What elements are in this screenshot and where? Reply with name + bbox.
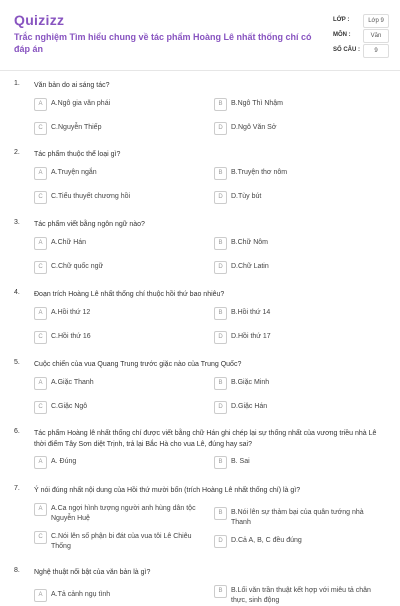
option-c[interactable]	[34, 531, 204, 550]
option-text: C.Nói lên số phận bi đát của vua tôi Lê Chiêu Thống	[51, 533, 192, 550]
question-text: Văn bản do ai sáng tác?	[34, 82, 110, 89]
option-text: D.Chữ Latin	[231, 263, 269, 270]
option-text: A.Tả cảnh ngụ tình	[51, 591, 111, 598]
option-letter: D	[214, 191, 227, 204]
option-text: A.Ca ngợi hình tượng người anh hùng dân tộc Nguyễn Huệ	[51, 505, 196, 522]
question-number: 6.	[14, 428, 20, 435]
option-text: D.Tùy bút	[231, 193, 262, 200]
meta-class-value: Lớp 9	[363, 14, 389, 28]
option-text: A.Ngô gia văn phái	[51, 100, 111, 107]
question-number: 4.	[14, 289, 20, 296]
question-text: Ý nói đúng nhất nội dung của Hồi thứ mười bốn (trích Hoàng Lê nhất thống chí) là gì?	[34, 487, 301, 494]
option-text: C.Tiểu thuyết chương hồi	[51, 193, 131, 200]
header-divider	[0, 70, 400, 71]
question-text: Cuộc chiến của vua Quang Trung trước giặc nào của Trung Quốc?	[34, 361, 242, 368]
question-text: Tác phẩm thuộc thể loại gì?	[34, 151, 121, 158]
option-letter: A	[34, 307, 47, 320]
option-letter: D	[214, 331, 227, 344]
option-letter: D	[214, 261, 227, 274]
option-letter: B	[214, 307, 227, 320]
option-text: C.Giặc Ngô	[51, 403, 88, 410]
option-b[interactable]	[214, 237, 384, 251]
option-text: D.Giặc Hán	[231, 403, 268, 410]
meta-count-label: SỐ CÂU :	[333, 47, 360, 53]
question-text: Tác phẩm viết bằng ngôn ngữ nào?	[34, 221, 145, 228]
option-letter: B	[214, 377, 227, 390]
option-text: B.Ngô Thì Nhậm	[231, 100, 284, 107]
option-letter: A	[34, 98, 47, 111]
meta-subject-value: Văn	[363, 29, 389, 43]
option-text: C.Nguyễn Thiếp	[51, 124, 102, 131]
option-letter: B	[214, 456, 227, 469]
option-letter: B	[214, 98, 227, 111]
option-text: B. Sai	[231, 458, 250, 465]
option-b[interactable]	[214, 167, 384, 181]
option-letter: A	[34, 237, 47, 250]
option-c[interactable]	[34, 331, 204, 345]
question-text: Tác phẩm Hoàng lê nhất thống chí được viết bằng chữ Hán ghi chép lại sự thống nhất của vương triều nhà Lê thời điểm Tây Sơn diệt Trịnh, trả lại Bắc Hà cho vua Lê, đúng hay sai?	[34, 430, 377, 448]
option-letter: C	[34, 122, 47, 135]
option-letter: A	[34, 167, 47, 180]
option-c[interactable]	[34, 261, 204, 275]
option-letter: B	[214, 585, 227, 598]
option-d[interactable]	[214, 401, 384, 415]
option-letter: A	[34, 589, 47, 602]
option-a[interactable]	[34, 237, 204, 251]
option-d[interactable]	[214, 122, 384, 136]
option-text: C.Hồi thứ 16	[51, 333, 91, 340]
question-text: Nghệ thuật nổi bật của văn bản là gì?	[34, 569, 151, 576]
option-b[interactable]	[214, 307, 384, 321]
option-letter: A	[34, 456, 47, 469]
option-letter: D	[214, 535, 227, 548]
option-d[interactable]	[214, 191, 384, 205]
option-b[interactable]	[214, 585, 384, 604]
meta-count	[333, 44, 393, 58]
option-text: A.Hồi thứ 12	[51, 309, 91, 316]
option-b[interactable]	[214, 377, 384, 391]
question-number: 5.	[14, 359, 20, 366]
option-letter: A	[34, 503, 47, 516]
option-a[interactable]	[34, 307, 204, 321]
option-a[interactable]	[34, 167, 204, 181]
option-letter: C	[34, 531, 47, 544]
option-text: A. Đúng	[51, 458, 77, 465]
option-letter: D	[214, 122, 227, 135]
question-number: 2.	[14, 149, 20, 156]
option-text: D.Hồi thứ 17	[231, 333, 271, 340]
option-d[interactable]	[214, 535, 384, 549]
meta-subject-label: MÔN :	[333, 32, 351, 38]
option-letter: D	[214, 401, 227, 414]
worksheet-header	[0, 0, 400, 66]
option-letter: C	[34, 331, 47, 344]
option-b[interactable]	[214, 456, 384, 470]
option-b[interactable]	[214, 507, 384, 526]
option-d[interactable]	[214, 331, 384, 345]
option-a[interactable]	[34, 98, 204, 112]
option-a[interactable]	[34, 503, 204, 522]
question-number: 1.	[14, 80, 20, 87]
option-text: B.Truyện thơ nôm	[231, 169, 288, 176]
option-text: B.Lối văn trần thuật kết hợp với miêu tả chân thực, sinh động	[231, 587, 371, 604]
question-text: Đoạn trích Hoàng Lê nhất thống chí thuộc hồi thứ bao nhiêu?	[34, 291, 225, 298]
option-letter: C	[34, 261, 47, 274]
option-a[interactable]	[34, 589, 204, 603]
option-text: D.Ngô Văn Sở	[231, 124, 277, 131]
option-letter: C	[34, 401, 47, 414]
question-number: 7.	[14, 485, 20, 492]
option-a[interactable]	[34, 377, 204, 391]
meta-class-label: LỚP :	[333, 17, 350, 23]
option-letter: C	[34, 191, 47, 204]
option-letter: B	[214, 167, 227, 180]
option-text: B.Hồi thứ 14	[231, 309, 271, 316]
option-text: C.Chữ quốc ngữ	[51, 263, 104, 270]
option-text: B.Nói lên sự thảm bại của quân tướng nhà Thanh	[231, 509, 364, 526]
option-letter: B	[214, 237, 227, 250]
option-letter: B	[214, 507, 227, 520]
question-number: 8.	[14, 567, 20, 574]
option-text: A.Truyện ngắn	[51, 169, 97, 176]
option-text: D.Cả A, B, C đều đúng	[231, 537, 302, 544]
option-letter: A	[34, 377, 47, 390]
worksheet-title: Trắc nghiệm Tìm hiểu chung về tác phẩm Hoàng Lê nhất thống chí có đáp án	[14, 32, 312, 54]
option-d[interactable]	[214, 261, 384, 275]
option-text: B.Chữ Nôm	[231, 239, 268, 246]
meta-subject	[333, 29, 393, 43]
option-c[interactable]	[34, 401, 204, 415]
question-number: 3.	[14, 219, 20, 226]
meta-count-value: 9	[363, 44, 389, 58]
option-a[interactable]	[34, 456, 204, 470]
option-text: A.Chữ Hán	[51, 239, 87, 246]
option-c[interactable]	[34, 191, 204, 205]
option-c[interactable]	[34, 122, 204, 136]
quizizz-logo: Quizizz	[14, 12, 65, 28]
option-b[interactable]	[214, 98, 384, 112]
option-text: B.Giặc Minh	[231, 379, 270, 386]
option-text: A.Giặc Thanh	[51, 379, 94, 386]
meta-class	[333, 14, 393, 28]
